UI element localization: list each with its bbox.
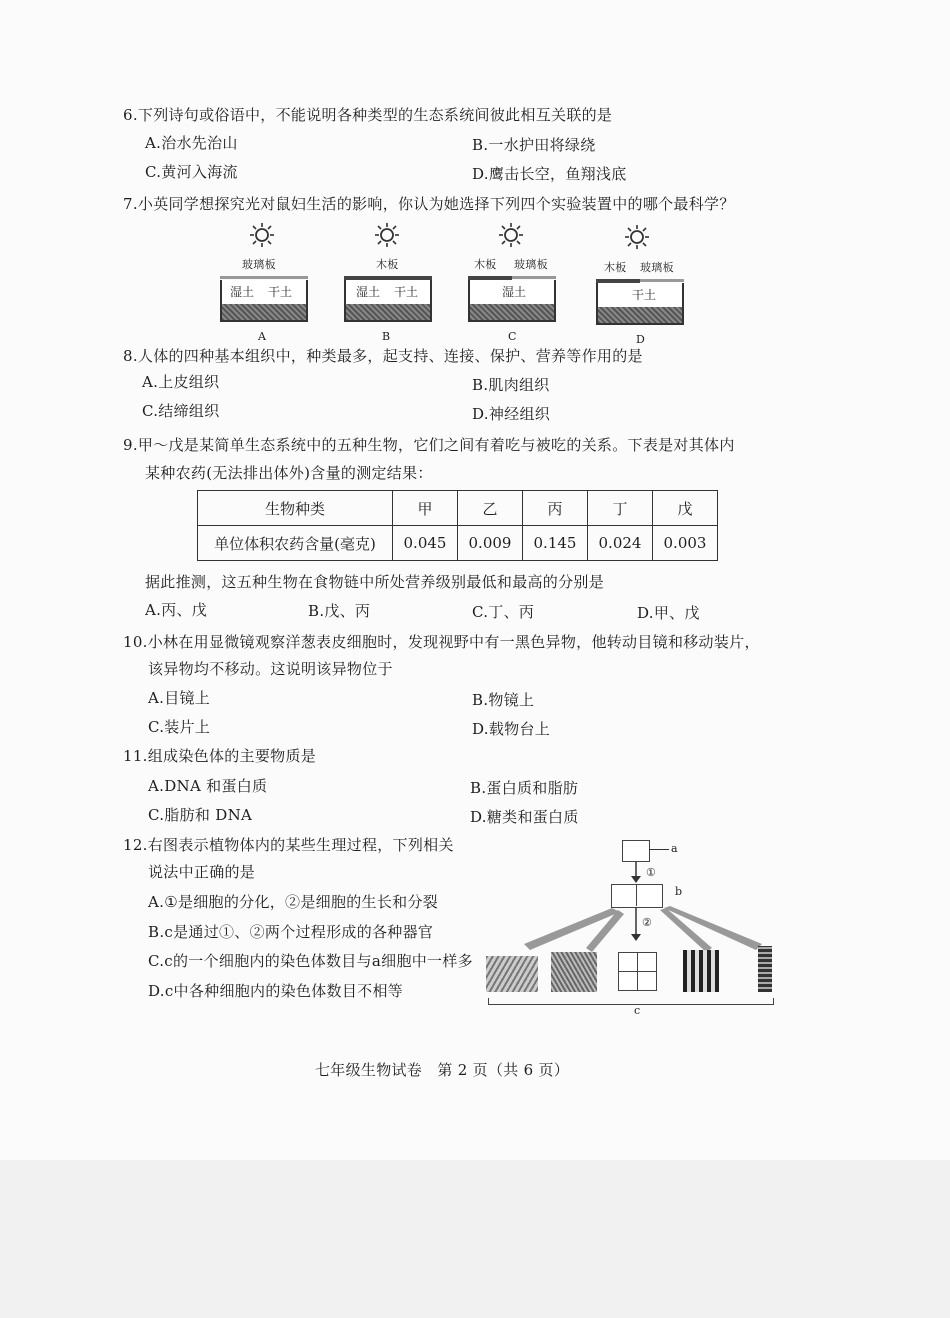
label-c: c — [634, 1004, 641, 1017]
q9-stem-line-2: 某种农药(无法排出体外)含量的测定结果： — [145, 464, 433, 482]
cell-wall-divider — [636, 884, 637, 906]
q9-option-d: D.甲、戊 — [637, 604, 700, 622]
q10-stem-line-1: 10.小林在用显微镜观察洋葱表皮细胞时，发现视野中有一黑色异物，他转动目镜和移动装片， — [123, 633, 760, 651]
q12-option-b: B.c是通过①、②两个过程形成的各种器官 — [148, 923, 434, 941]
table-header-row — [198, 491, 718, 526]
setup-a-soil-label-1: 湿土 — [230, 285, 255, 299]
q12-option-a: A.①是细胞的分化，②是细胞的生长和分裂 — [148, 893, 439, 911]
q7-stem: 7.小英同学想探究光对鼠妇生活的影响，你认为她选择下列四个实验装置中的哪个最科学？ — [123, 195, 735, 213]
setup-b-soil-label-2: 干土 — [394, 285, 419, 299]
q6-option-a: A.治水先治山 — [145, 134, 238, 152]
single-cell-a — [622, 840, 650, 862]
setup-c-letter: C — [508, 330, 517, 343]
setup-a-soil-label-2: 干土 — [268, 285, 293, 299]
q6-stem: 6.下列诗句或俗语中，不能说明各种类型的生态系统间彼此相互关联的是 — [123, 106, 613, 124]
q9-option-b: B.戊、丙 — [308, 602, 371, 620]
table-header-cell: 乙 — [458, 491, 523, 526]
q6-option-c: C.黄河入海流 — [145, 163, 238, 181]
q10-option-c: C.装片上 — [148, 718, 211, 736]
setup-b-cover-label: 木板 — [376, 258, 399, 271]
pesticide-table — [197, 490, 718, 561]
soil-layer — [470, 304, 554, 320]
label-a: a — [671, 842, 678, 855]
q10-option-a: A.目镜上 — [148, 689, 211, 707]
table-cell: 0.145 — [523, 526, 588, 561]
q11-stem: 11.组成染色体的主要物质是 — [123, 747, 317, 765]
setup-c-box — [468, 280, 556, 322]
q12-stem-line-1: 12.右图表示植物体内的某些生理过程，下列相关 — [123, 836, 454, 854]
table-header-cell: 丁 — [588, 491, 653, 526]
q12-stem-line-2: 说法中正确的是 — [148, 863, 256, 881]
dividing-cells-b — [611, 884, 663, 908]
tissue-sample — [551, 952, 597, 992]
q9-option-a: A.丙、戊 — [145, 601, 208, 619]
setup-a-glass-cover — [220, 276, 308, 279]
table-header-cell: 戊 — [653, 491, 718, 526]
q6-option-d: D.鹰击长空，鱼翔浅底 — [472, 165, 627, 183]
q10-option-b: B.物镜上 — [472, 691, 535, 709]
label-b: b — [675, 885, 683, 898]
q11-option-c: C.脂肪和 DNA — [148, 806, 253, 824]
sun-icon — [249, 222, 275, 248]
q8-option-b: B.肌肉组织 — [472, 376, 550, 394]
q12-option-c: C.c的一个细胞内的染色体数目与a细胞中一样多 — [148, 952, 473, 970]
sun-icon — [374, 222, 400, 248]
label-step-2: ② — [642, 916, 653, 929]
setup-a-box — [220, 280, 308, 322]
table-cell: 0.009 — [458, 526, 523, 561]
table-row — [198, 526, 718, 561]
setup-a-cover-label: 玻璃板 — [242, 258, 276, 271]
table-cell: 单位体积农药含量(毫克) — [198, 526, 393, 561]
sun-icon — [624, 224, 650, 250]
table-cell: 0.045 — [393, 526, 458, 561]
setup-a-letter: A — [258, 330, 267, 343]
q8-option-d: D.神经组织 — [472, 405, 551, 423]
page-footer: 七年级生物试卷 第 2 页（共 6 页） — [315, 1061, 570, 1079]
q9-stem-line-3: 据此推测，这五种生物在食物链中所处营养级别最低和最高的分别是 — [145, 573, 605, 591]
tissue-cell — [618, 952, 638, 972]
setup-d-box — [596, 283, 684, 325]
q9-option-c: C.丁、丙 — [472, 603, 535, 621]
tissue-cell — [637, 952, 657, 972]
soil-layer — [222, 304, 306, 320]
q8-stem: 8.人体的四种基本组织中，种类最多，起支持、连接、保护、营养等作用的是 — [123, 347, 643, 365]
q12-option-d: D.c中各种细胞内的染色体数目不相等 — [148, 982, 404, 1000]
q10-stem-line-2: 该异物均不移动。这说明该异物位于 — [148, 660, 393, 678]
q11-option-d: D.糖类和蛋白质 — [470, 808, 579, 826]
arrow-down-icon — [630, 862, 642, 884]
q11-option-b: B.蛋白质和脂肪 — [470, 779, 579, 797]
setup-d-cover-label-2: 玻璃板 — [640, 261, 674, 274]
table-header-cell: 生物种类 — [198, 491, 393, 526]
setup-c-soil-label: 湿土 — [502, 285, 527, 299]
soil-layer — [598, 307, 682, 323]
table-header-cell: 甲 — [393, 491, 458, 526]
soil-layer — [346, 304, 430, 320]
setup-b-box — [344, 280, 432, 322]
tissue-sample — [683, 950, 719, 992]
tissue-sample — [486, 956, 538, 992]
scan-background — [0, 1160, 950, 1318]
tissue-cell — [637, 971, 657, 991]
q9-stem-line-1: 9.甲～戊是某简单生态系统中的五种生物，它们之间有着吃与被吃的关系。下表是对其体内 — [123, 436, 735, 454]
setup-d-letter: D — [636, 333, 646, 346]
q8-option-a: A.上皮组织 — [142, 373, 220, 391]
tissue-sample — [758, 946, 772, 992]
setup-c-cover-label-1: 木板 — [474, 258, 497, 271]
q6-option-b: B.一水护田将绿绕 — [472, 136, 596, 154]
branch-arrows-icon — [500, 906, 780, 956]
setup-b-letter: B — [382, 330, 391, 343]
bracket-c — [488, 998, 774, 1005]
setup-d-soil-label: 干土 — [632, 288, 657, 302]
label-step-1: ① — [646, 866, 657, 879]
sun-icon — [498, 222, 524, 248]
tissue-cell — [618, 971, 638, 991]
table-header-cell: 丙 — [523, 491, 588, 526]
table-cell: 0.003 — [653, 526, 718, 561]
setup-d-glass-cover — [640, 279, 684, 282]
setup-b-soil-label-1: 湿土 — [356, 285, 381, 299]
setup-c-cover-label-2: 玻璃板 — [514, 258, 548, 271]
q8-option-c: C.结缔组织 — [142, 402, 220, 420]
q11-option-a: A.DNA 和蛋白质 — [148, 777, 268, 795]
table-cell: 0.024 — [588, 526, 653, 561]
label-line-a — [649, 849, 669, 850]
q10-option-d: D.载物台上 — [472, 720, 551, 738]
setup-c-glass-cover — [512, 276, 556, 279]
setup-d-cover-label-1: 木板 — [604, 261, 627, 274]
